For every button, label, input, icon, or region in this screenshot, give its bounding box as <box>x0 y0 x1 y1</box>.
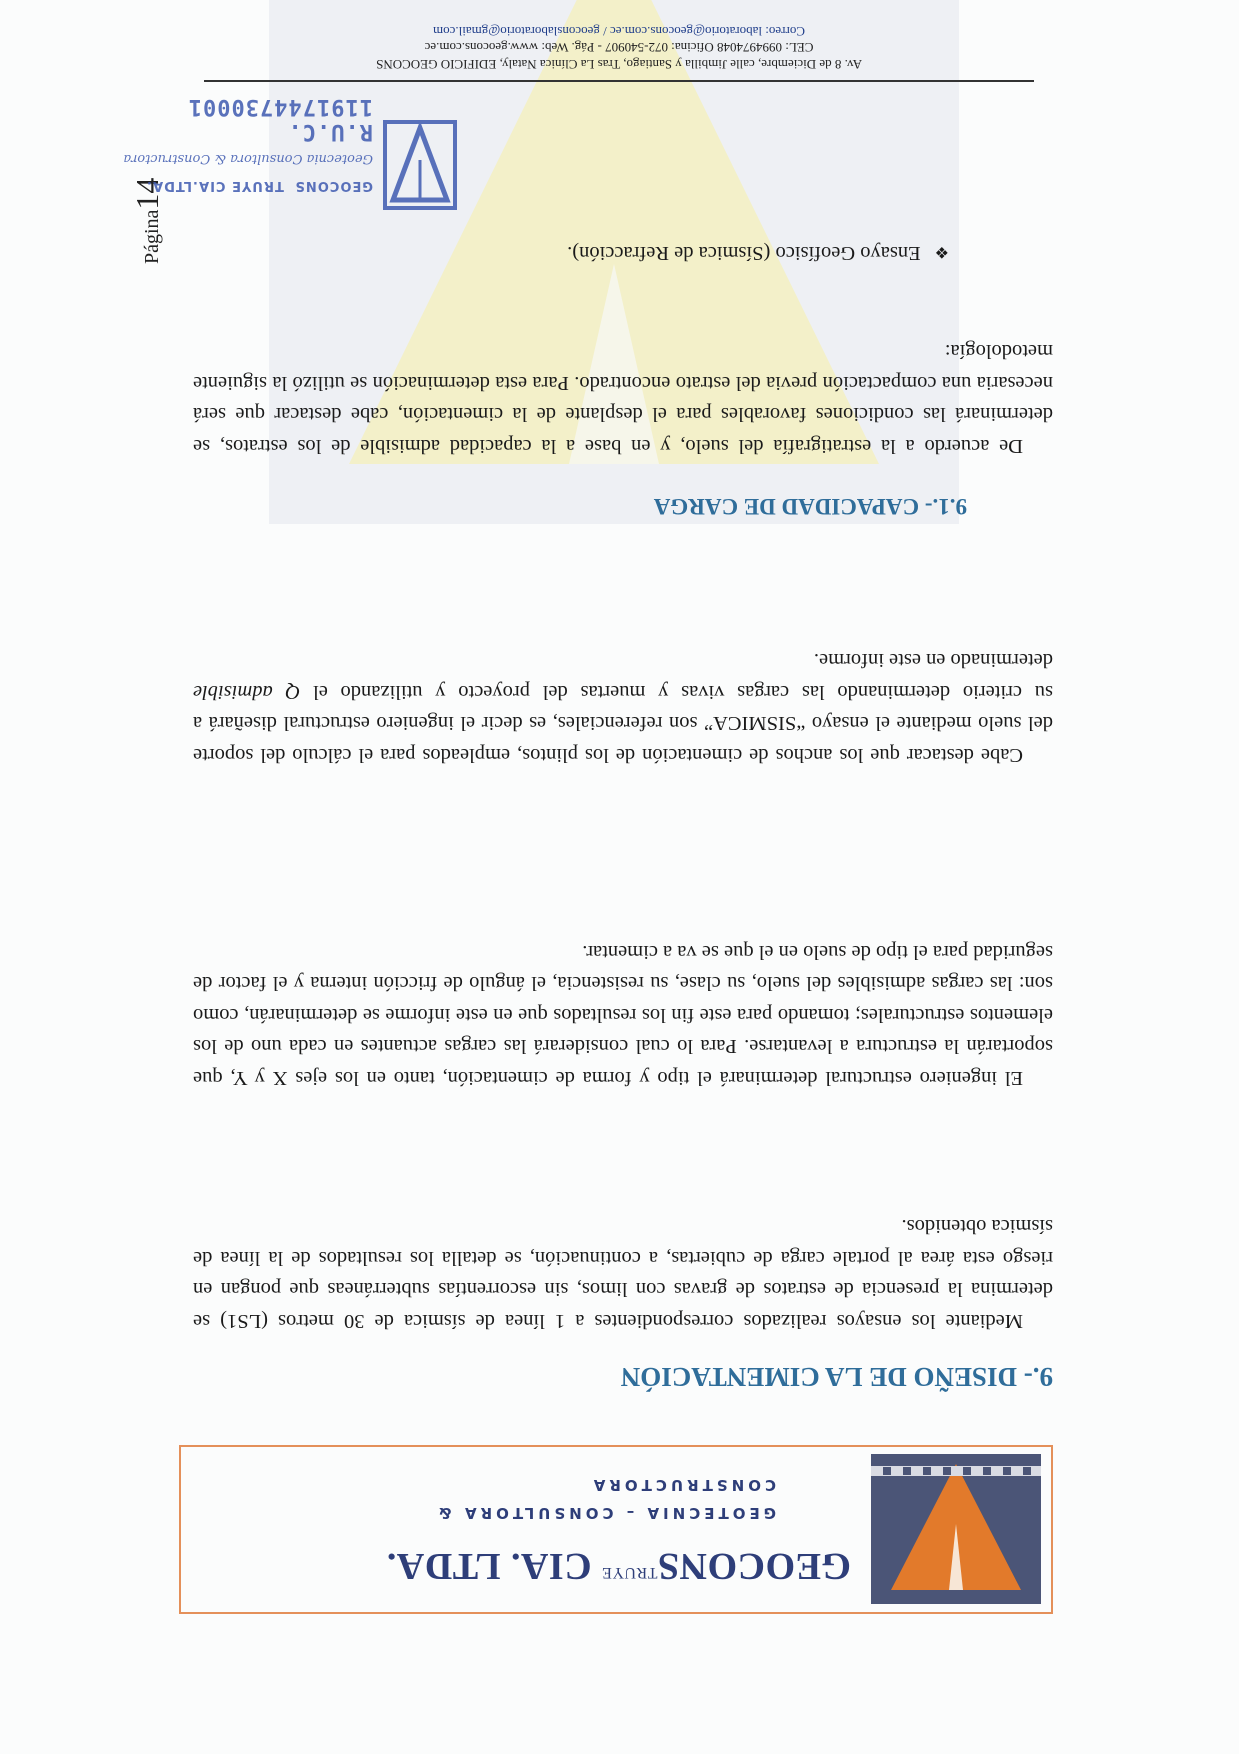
company-tagline-line2: CONSTRUCTORA <box>589 1476 776 1494</box>
section-9-paragraph-1: Mediante los ensayos realizados correspondientes a 1 línea de sísmica de 30 metros (LS1) se determina la presencia de estratos de gravas con limos, sin escorrentías subterráneas que pongan en riesgo esta área al portale carga de cubiertas, a continuación, se detalla los resultados de la línea de sísmica obtenidos. <box>193 1215 1053 1332</box>
company-tagline-line1: GEOTECNIA – CONSULTORA & <box>434 1504 776 1522</box>
section-9-paragraph-2: El ingeniero estructural determinará el tipo y forma de cimentación, tanto en los ejes X y Y, que soportarán la estructura a levantarse. Para lo cual considerará las cargas actuantes en cada uno de los elementos estructurales; tomando para este fin los resultados que en este informe se determinarán, como son: las cargas admisibles del suelo, su clase, su resistencia, el ángulo de fricción interna y el factor de seguridad para el tipo de suelo en el que se va a cimentar. <box>193 941 1053 1089</box>
stamp-logo-icon <box>383 120 457 210</box>
footer-address: Av. 8 de Diciembre, calle Jimbilla y Santiago, Tras La Clínica Nataly, EDIFICIO GEOCONS <box>376 57 862 72</box>
letterhead-box <box>179 1445 1053 1614</box>
methodology-bullet <box>567 241 949 264</box>
methodology-bullet-text: Ensayo Geofísico (Sísmica de Refracción). <box>567 242 921 264</box>
page-number-label: Página14 <box>129 177 165 264</box>
page-number: 14 <box>129 177 165 210</box>
q-admisible-term: Q admisible <box>193 681 301 703</box>
stamp-company-name: GEOCONS TRUYE CIA.LTDA. <box>145 178 373 193</box>
section-9-1-paragraph: De acuerdo a la estratigrafía del suelo, y en base a la capacidad admisible de los estratos, se determinará las condiciones favorables para el desplante de la cimentación, cabe destacar que será necesaria una compactación previa del estrato encontrado. Para esta determinación se utilizó la siguiente metodología: <box>193 340 1053 457</box>
section-9-heading: 9.- DISEÑO DE LA CIMENTACIÓN <box>620 1362 1053 1392</box>
company-name: $GEOCONS^{TRUYE}$ CIA. LTDA. <box>386 1545 851 1587</box>
stamp-subtitle: Geotecnia Consultora & Constructora <box>123 151 373 166</box>
section-9-1-heading: 9.1.- CAPACIDAD DE CARGA <box>653 494 967 519</box>
stamp-company-name-small: TRUYE CIA.LTDA. <box>145 178 284 193</box>
company-name-superscript: TRUYE <box>601 1564 658 1581</box>
geocons-logo-icon <box>871 1454 1041 1604</box>
footer-phone-web: CEL: 0994974048 Oficina: 072-540907 - Pág. Web: www.geocons.com.ec <box>424 40 814 55</box>
company-stamp <box>97 94 457 214</box>
footer-rule <box>204 80 1034 82</box>
footer-email: Correo: laboratorio@geocons.com.ec / geoconslaboratorio@gmail.com <box>433 24 805 39</box>
section-9-paragraph-3: Cabe destacar que los anchos de cimentación de los plintos, empleados para el cálculo del soporte del suelo mediante el ensayo “SISMICA” son referenciales, es decir el ingeniero estructural diseñará a su criterio determinando las cargas vivas y muertas del proyecto y utilizando el Q admisible determinado en este informe. <box>193 649 1053 766</box>
diamond-bullet-icon: ❖ <box>934 243 949 262</box>
stamp-ruc: R.U.C. 1191744730001 <box>187 94 373 144</box>
